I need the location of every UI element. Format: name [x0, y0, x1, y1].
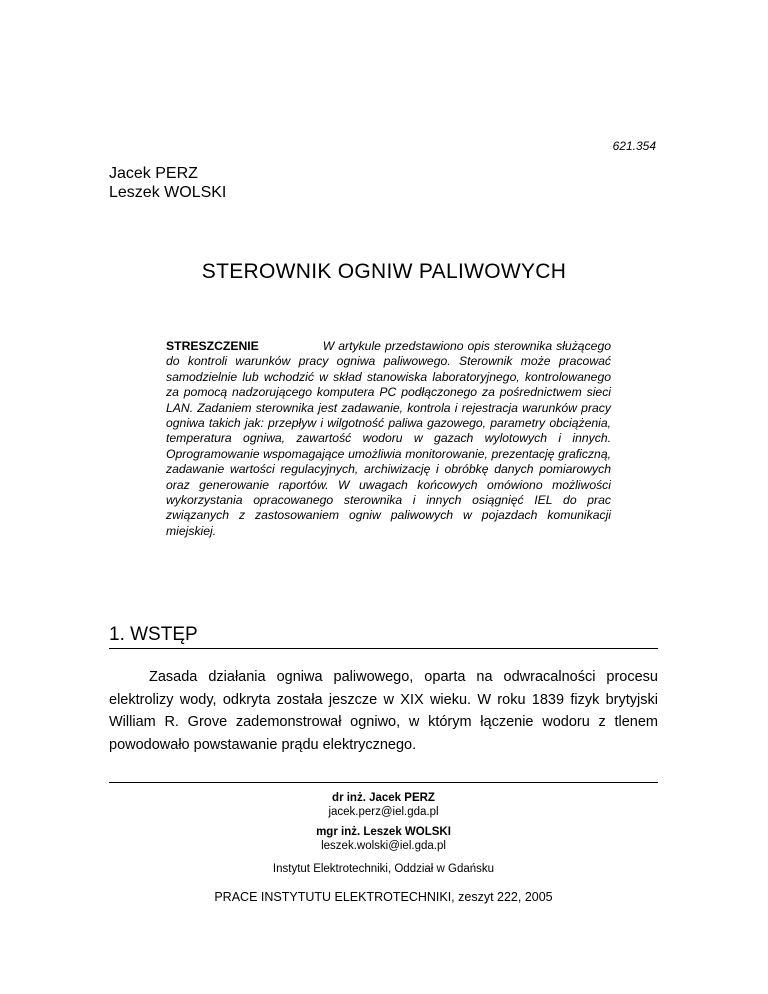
author-name-2: Leszek WOLSKI: [109, 184, 227, 201]
footnote-institution: Instytut Elektrotechniki, Oddział w Gdańsku: [272, 863, 495, 875]
section-rule: [109, 648, 658, 649]
author-name-1: Jacek PERZ: [109, 165, 198, 182]
footnote-author1-name: dr inż. Jacek PERZ: [332, 792, 435, 804]
abstract-text: W artykule przedstawiono opis sterownika służącego do kontroli warunków pracy ogniwa paliwowego. Sterownik może pracować samodzielnie lub wchodzić w skład stanowiska laboratoryjnego, kontrolowanego za pomocą nadzorującego komputera PC podłączonego za pośrednictwem sieci LAN. Zadaniem sterownika jest zadawanie, kontrola i rejestracja warunków pracy ogniwa takich jak: przepływ i wilgotność paliwa gazowego, parametry obciążenia, temperatura ogniwa, zawartość wodoru w gazach wylotowych i innych. Oprogramowanie wspomagające umożliwia monitorowanie, prezentację graficzną, zadawanie wartości regulacyjnych, archiwizację i obróbkę danych pomiarowych oraz generowanie raportów. W uwagach końcowych omówiono możliwości wykorzystania opracowanego sterownika i innych osiągnięć IEL do prac związanych z zastosowaniem ogniw paliwowych w pojazdach komunikacji miejskiej.: [166, 339, 611, 538]
journal-reference: PRACE INSTYTUTU ELEKTROTECHNIKI, zeszyt 222, 2005: [214, 890, 553, 904]
abstract-label: STRESZCZENIE: [166, 339, 259, 353]
intro-paragraph: Zasada działania ogniwa paliwowego, oparta na odwracalności procesu elektrolizy wody, odkryta została jeszcze w XIX wieku. W roku 1839 fizyk brytyjski William R. Grove zademonstrował ogniwo, w którym łączenie wodoru z tlenem powodowało powstawanie prądu elektrycznego.: [109, 669, 658, 753]
udc-classification: 621.354: [612, 139, 656, 153]
abstract: [166, 339, 611, 539]
footnote-author2-email: leszek.wolski@iel.gda.pl: [321, 840, 446, 852]
footnote-author2-name: mgr inż. Leszek WOLSKI: [316, 826, 451, 838]
paper-title: STEROWNIK OGNIW PALIWOWYCH: [201, 260, 567, 283]
footnote-author1-email: jacek.perz@iel.gda.pl: [328, 806, 439, 818]
section-heading: 1. WSTĘP: [109, 624, 198, 645]
body-text: [109, 666, 658, 756]
footnote-rule: [109, 782, 658, 783]
